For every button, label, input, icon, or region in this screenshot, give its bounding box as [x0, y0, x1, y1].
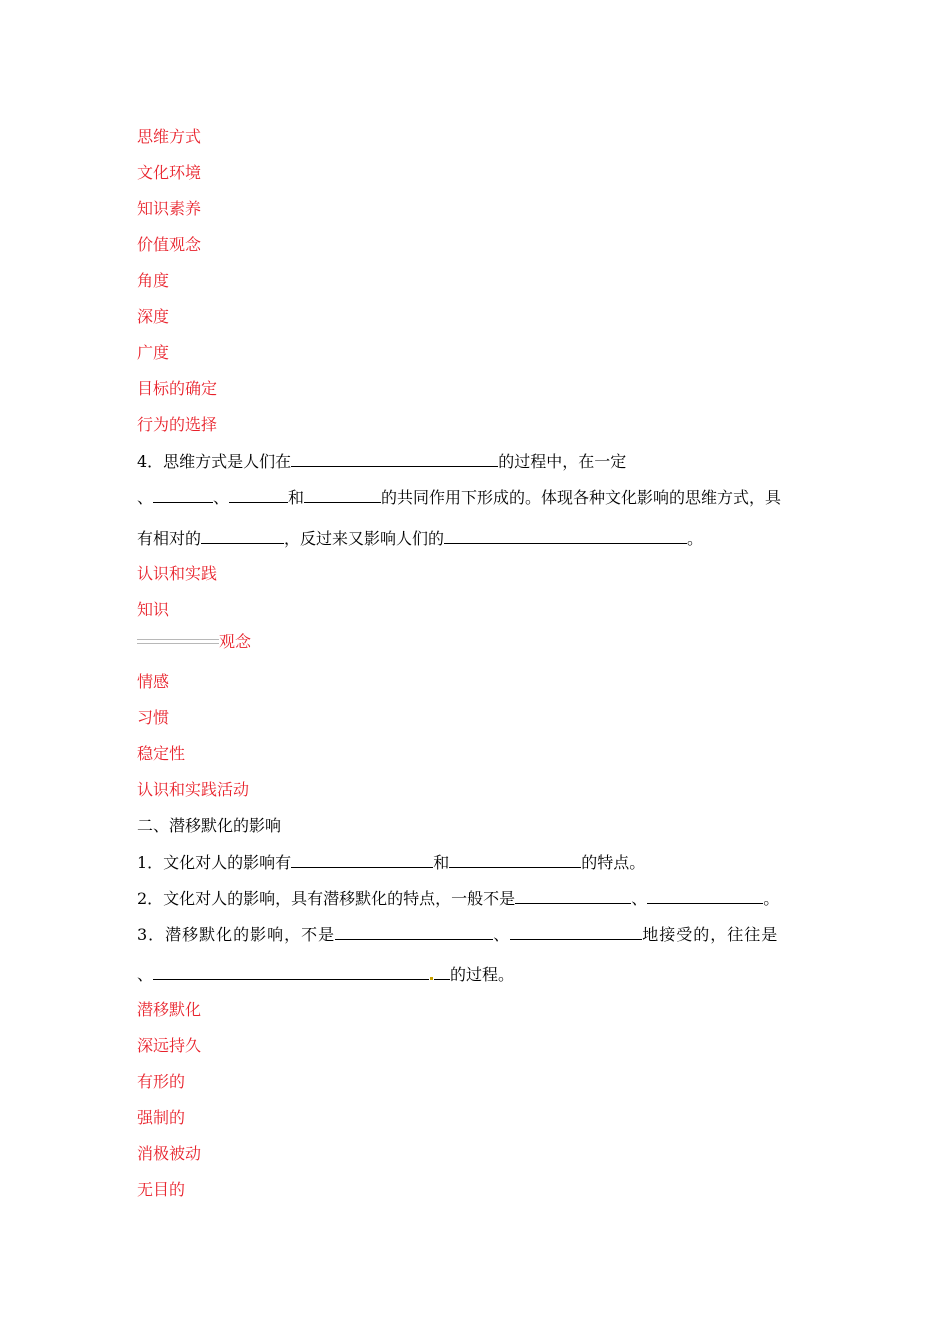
question-4-line-2 — [137, 487, 781, 508]
answer-line: 行为的选择 — [137, 415, 218, 434]
question-text: 地接受的，往往是 — [642, 925, 779, 944]
answer-line: 认识和实践 — [137, 564, 218, 583]
fill-blank — [304, 487, 381, 503]
question-text: 、 — [137, 965, 154, 984]
fill-blank — [444, 528, 687, 544]
question-4-line-1 — [137, 451, 626, 472]
question-text: 、 — [631, 889, 648, 908]
question-text: 。 — [687, 529, 704, 548]
answer-line: 情感 — [137, 672, 170, 691]
fill-blank — [201, 528, 284, 544]
fill-blank — [291, 852, 433, 868]
answer-line: 深远持久 — [137, 1036, 202, 1055]
question-text: 和 — [433, 853, 450, 872]
question-text: 的共同作用下形成的。体现各种文化影响的思维方式，具 — [381, 488, 782, 507]
question-text: 和 — [288, 488, 305, 507]
answer-line: 深度 — [137, 307, 170, 326]
answer-line: 知识 — [137, 600, 170, 619]
answer-line: 价值观念 — [137, 235, 202, 254]
question-1 — [137, 852, 645, 873]
answer-text: 观念 — [219, 632, 252, 651]
fill-blank — [449, 852, 581, 868]
double-underline — [137, 639, 219, 644]
question-text: 、 — [213, 488, 230, 507]
fill-blank — [291, 451, 498, 467]
answer-line: 习惯 — [137, 708, 170, 727]
answer-line: 目标的确定 — [137, 379, 218, 398]
fill-blank — [153, 487, 213, 503]
question-text: 1．文化对人的影响有 — [137, 853, 292, 872]
answer-line: 文化环境 — [137, 163, 202, 182]
question-text: 、 — [493, 925, 511, 944]
question-4-line-3 — [137, 528, 703, 549]
fill-blank — [229, 487, 288, 503]
marker-dot — [430, 977, 433, 980]
answer-line: 潜移默化 — [137, 1000, 202, 1019]
answer-line: 强制的 — [137, 1108, 186, 1127]
question-text: 的过程。 — [450, 965, 515, 984]
answer-line: 消极被动 — [137, 1144, 202, 1163]
question-text: 有相对的 — [137, 529, 202, 548]
section-title: 二、潜移默化的影响 — [137, 816, 282, 835]
fill-blank — [434, 964, 450, 980]
question-2 — [137, 888, 779, 909]
answer-line: 思维方式 — [137, 127, 202, 146]
question-text: 3．潜移默化的影响，不是 — [137, 925, 336, 944]
question-text: ，反过来又影响人们的 — [284, 529, 445, 548]
question-text: 2．文化对人的影响，具有潜移默化的特点，一般不是 — [137, 889, 516, 908]
answer-line — [137, 632, 251, 652]
answer-line: 角度 — [137, 271, 170, 290]
answer-line: 广度 — [137, 343, 170, 362]
fill-blank — [510, 924, 642, 940]
question-text: 。 — [763, 889, 780, 908]
fill-blank — [647, 888, 763, 904]
answer-line: 无目的 — [137, 1180, 186, 1199]
answer-line: 知识素养 — [137, 199, 202, 218]
question-3-line-2 — [137, 964, 514, 985]
question-3-line-1 — [137, 924, 778, 945]
answer-line: 认识和实践活动 — [137, 780, 250, 799]
question-text: 、 — [137, 488, 154, 507]
fill-blank — [515, 888, 631, 904]
fill-blank — [153, 964, 429, 980]
question-text: 4．思维方式是人们在 — [137, 452, 292, 471]
question-text: 的特点。 — [581, 853, 646, 872]
fill-blank — [335, 924, 493, 940]
question-text: 的过程中，在一定 — [498, 452, 627, 471]
answer-line: 有形的 — [137, 1072, 186, 1091]
answer-line: 稳定性 — [137, 744, 186, 763]
